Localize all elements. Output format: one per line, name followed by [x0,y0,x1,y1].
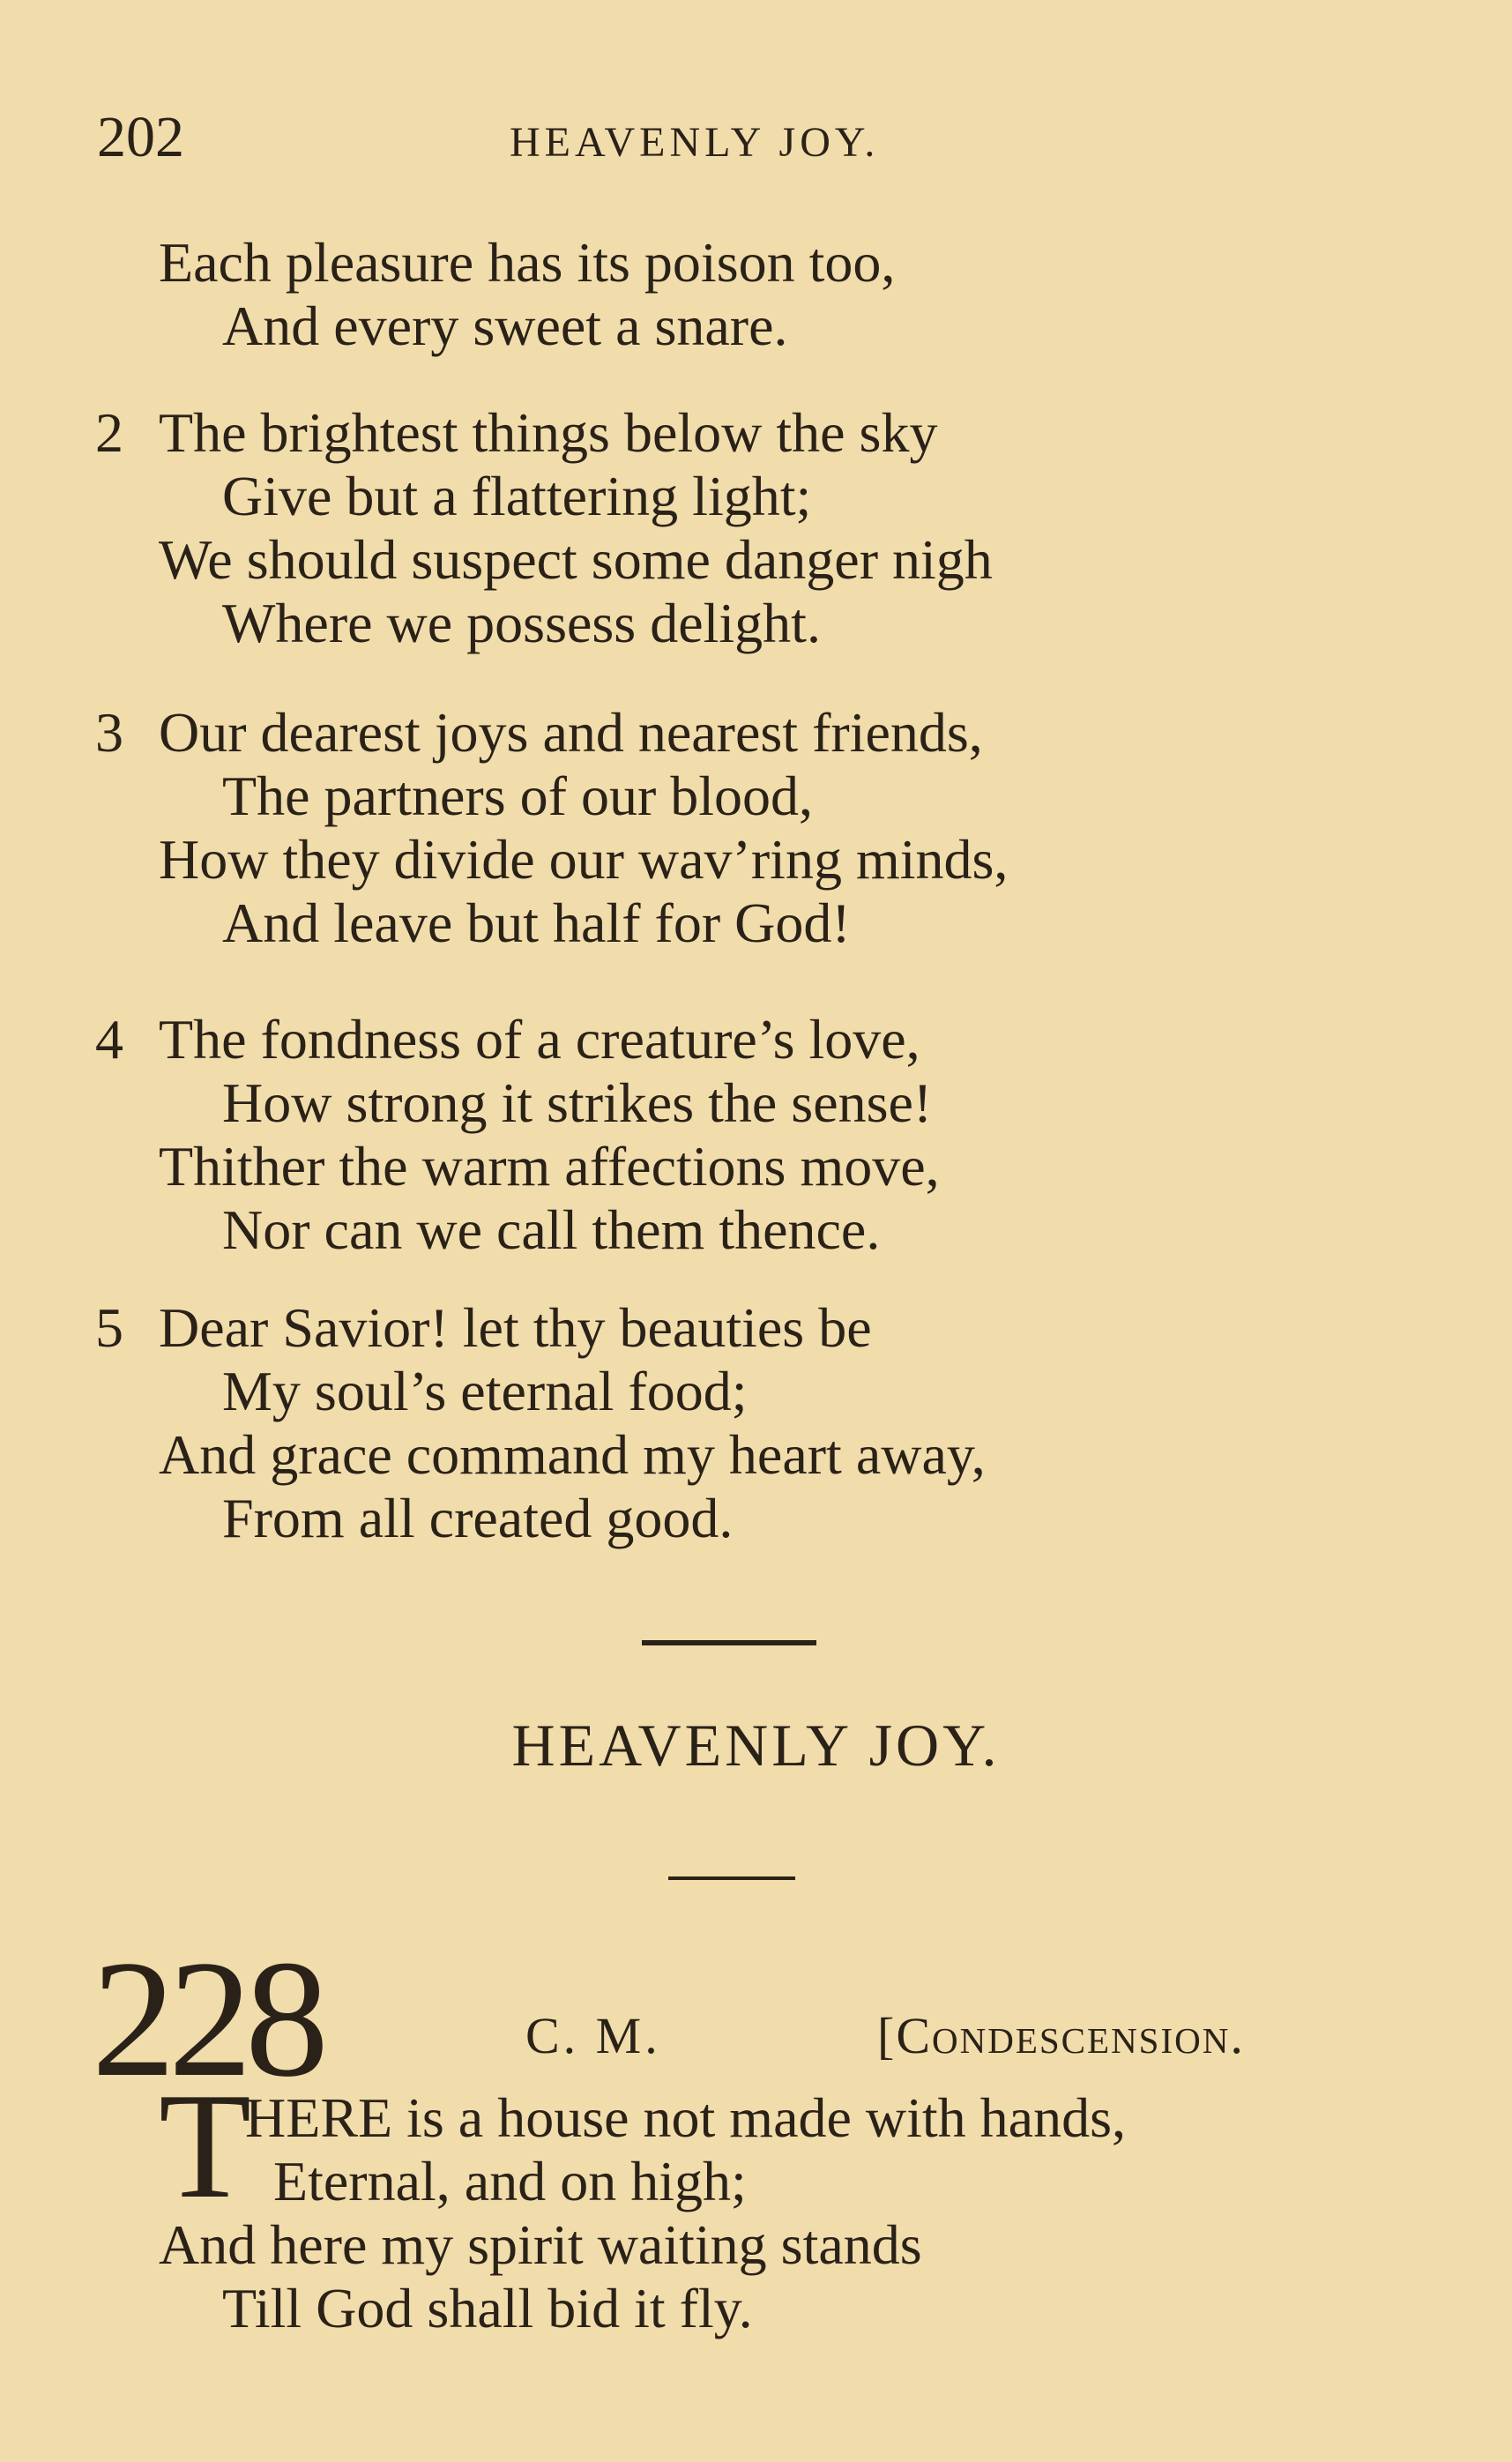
verse-line: And grace command my heart away, [159,1423,986,1486]
verse-line: And leave but half for God! [222,892,851,954]
section-divider [642,1640,816,1645]
tune-name: [Condescension. [877,2007,1245,2064]
short-divider [668,1876,795,1880]
verse-line: Nor can we call them thence. [222,1198,881,1261]
verse-line: We should suspect some danger nigh [159,528,993,591]
running-head: HEAVENLY JOY. [510,119,880,166]
verse-line: The fondness of a creature’s love, [159,1008,920,1071]
page-number: 202 [97,105,184,169]
section-title: HEAVENLY JOY. [511,1712,1001,1779]
verse-line: And here my spirit waiting stands [159,2213,922,2276]
stanza-number: 4 [95,1008,123,1071]
verse-line: How they divide our wav’ring minds, [159,828,1009,891]
verse-line: Thither the warm affections move, [159,1135,940,1197]
hymn-number: 228 [92,1927,322,2112]
verse-line: Give but a flattering light; [222,465,812,527]
verse-line: My soul’s eternal food; [222,1360,748,1422]
verse-line: How strong it strikes the sense! [222,1071,933,1134]
verse-line: The brightest things below the sky [159,401,938,464]
stanza-number: 3 [95,701,123,764]
stanza-number: 5 [95,1296,123,1359]
verse-line: Where we possess delight. [222,592,821,654]
verse-line: And every sweet a snare. [222,295,788,357]
verse-line: Each pleasure has its poison too, [159,231,896,294]
hymn-meter: C. M. [525,2007,661,2064]
page-header [0,104,1512,175]
stanza-number: 2 [95,401,123,464]
verse-line: Our dearest joys and nearest friends, [159,701,983,764]
verse-line: From all created good. [222,1487,734,1549]
verse-line: Eternal, and on high; [273,2150,747,2212]
verse-line: The partners of our blood, [222,765,814,827]
drop-cap: T [159,2063,252,2230]
verse-line: Dear Savior! let thy beauties be [159,1296,872,1359]
verse-line: Till God shall bid it fly. [222,2277,753,2339]
verse-line: HERE is a house not made with hands, [245,2086,1126,2149]
